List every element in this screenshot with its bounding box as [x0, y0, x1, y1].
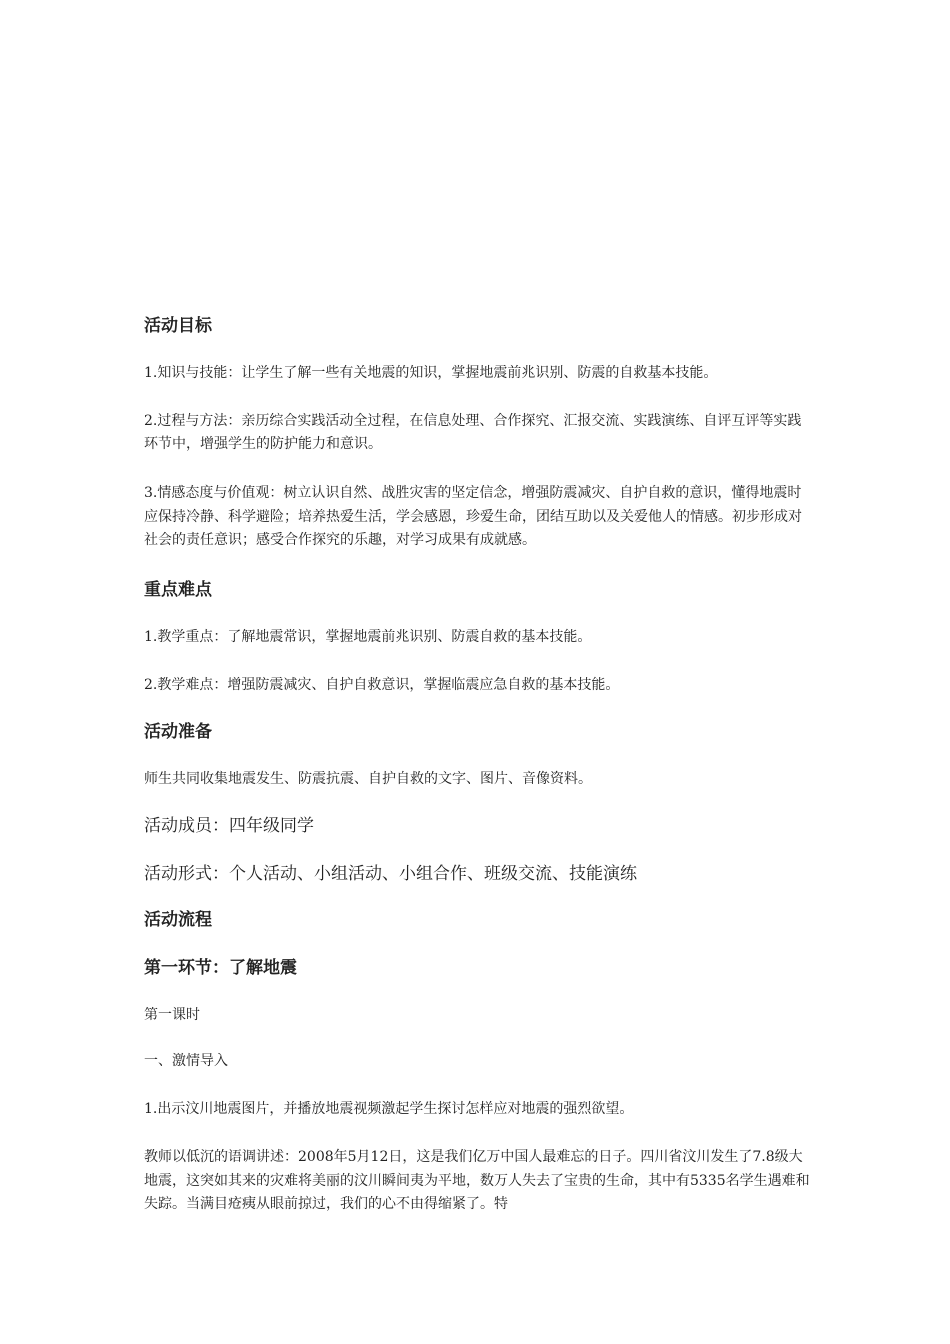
activity-members: 活动成员：四年级同学	[144, 816, 314, 836]
preparation-text: 师生共同收集地震发生、防震抗震、自护自救的文字、图片、音像资料。	[144, 771, 592, 787]
lesson-label: 第一课时	[144, 1007, 200, 1023]
heading-activity-goals: 活动目标	[144, 316, 212, 336]
heading-process: 活动流程	[144, 910, 212, 930]
heading-key-points: 重点难点	[144, 580, 212, 600]
section-first-stage: 第一环节：了解地震	[144, 958, 297, 978]
step-one-text: 1.出示汶川地震图片，并播放地震视频激起学生探讨怎样应对地震的强烈欲望。	[144, 1101, 634, 1117]
key-point-focus: 1.教学重点：了解地震常识，掌握地震前兆识别、防震自救的基本技能。	[144, 629, 592, 645]
teacher-narration: 教师以低沉的语调讲述：2008年5月12日，这是我们亿万中国人最难忘的日子。四川省汶川发生了7.8级大地震，这突如其来的灾难将美丽的汶川瞬间夷为平地，数万人失去了宝贵的生命，其中有5335名学生遇难和失踪。当满目疮痍从眼前掠过，我们的心不由得缩紧了。特	[144, 1149, 810, 1212]
goal-item-process: 2.过程与方法：亲历综合实践活动全过程，在信息处理、合作探究、汇报交流、实践演练、自评互评等实践环节中，增强学生的防护能力和意识。	[144, 413, 802, 452]
key-point-difficulty: 2.教学难点：增强防震减灾、自护自救意识，掌握临震应急自救的基本技能。	[144, 677, 620, 693]
goal-item-attitude: 3.情感态度与价值观：树立认识自然、战胜灾害的坚定信念，增强防震减灾、自护自救的意识，懂得地震时应保持冷静、科学避险；培养热爱生活，学会感恩，珍爱生命，团结互助以及关爱他人的情感。初步形成对社会的责任意识；感受合作探究的乐趣，对学习成果有成就感。	[144, 485, 802, 548]
activity-form: 活动形式：个人活动、小组活动、小组合作、班级交流、技能演练	[144, 864, 637, 884]
heading-preparation: 活动准备	[144, 722, 212, 742]
part-introduction: 一、激情导入	[144, 1053, 228, 1069]
goal-item-knowledge: 1.知识与技能：让学生了解一些有关地震的知识，掌握地震前兆识别、防震的自救基本技能。	[144, 365, 718, 381]
